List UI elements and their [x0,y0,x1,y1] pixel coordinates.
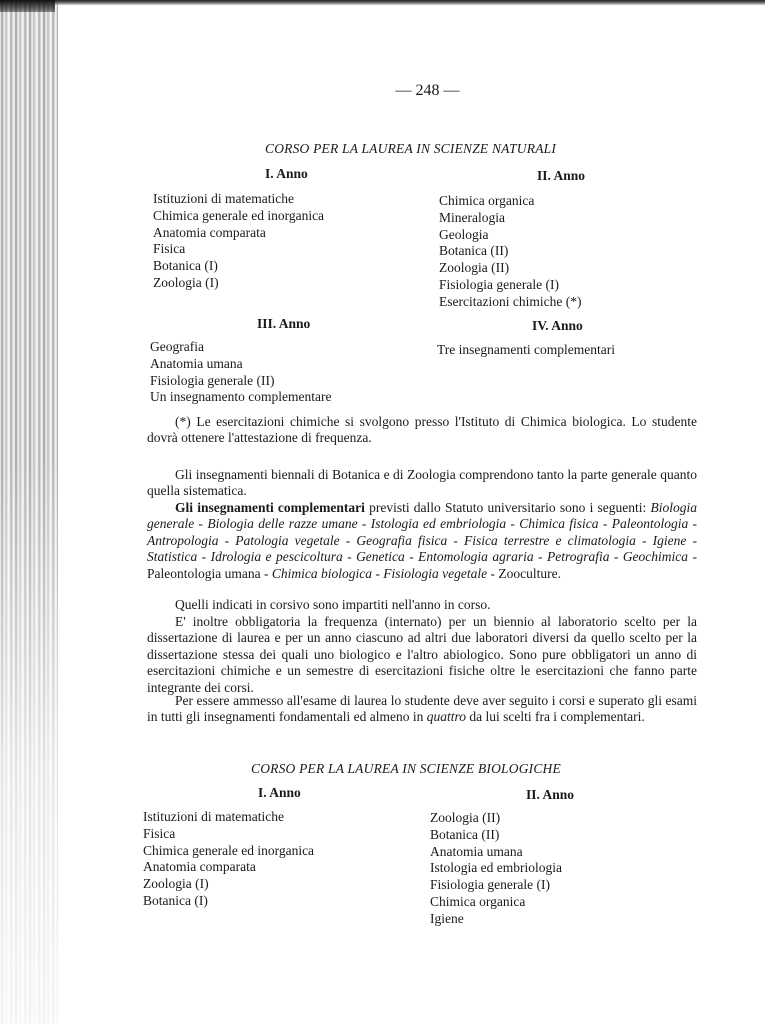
complementary-course: Fisiologia vegetale [383,565,488,581]
complementary-course: Statistica [147,549,198,565]
complementary-course: Igiene [652,532,687,548]
complementary-course: Petrografia [546,549,610,565]
course-item: Geologia [439,226,489,242]
complementary-course: Antropologia [147,532,219,548]
course-item: Fisiologia generale (I) [430,877,550,893]
course-item: Tre insegnamenti complementari [437,342,615,357]
scan-binding-shadow [0,0,58,1024]
complementary-course: Biologia delle razze umane [207,516,358,532]
course-list-year-3 [150,339,331,406]
page-number: — 248 — [395,82,460,99]
course-list-year-1 [153,191,324,292]
course-item: Igiene [430,910,464,926]
complementary-course: Istologia ed embriologia [370,516,507,532]
scan-top-edge [55,0,765,5]
course-item: Chimica generale ed inorganica [153,207,325,223]
course-item: Fisica [153,241,186,257]
year-heading-2: II. Anno [537,168,586,183]
complementary-course: Idrologia e pescicoltura [210,549,343,565]
course-item: Anatomia comparata [153,224,266,240]
course-item: Chimica organica [430,893,526,909]
course-item: Zoologia (I) [143,876,209,892]
year-heading-bio-2: II. Anno [526,787,575,802]
course-list-year-2 [439,193,581,311]
admission-text-2: da lui scelti fra i complementari. [465,709,645,725]
course-item: Botanica (I) [143,892,208,908]
complementary-course: Geochimica [622,549,689,565]
course-item: Botanica (II) [439,243,509,259]
complementary-course: Geografia fisica [356,532,448,548]
course-item: Anatomia umana [150,355,243,371]
course-item: Anatomia comparata [143,859,256,875]
course-item: Chimica organica [439,193,535,208]
course-item: Anatomia umana [430,843,523,859]
paragraph-admission [147,693,697,726]
course-item: Istituzioni di matematiche [153,191,294,206]
bio-course-list-year-2 [430,810,562,928]
year-heading-4: IV. Anno [532,318,583,333]
course-item: Botanica (II) [430,826,500,842]
complementary-course: Chimica fisica [519,516,599,532]
complementary-course: Genetica [356,549,405,565]
year-heading-3: III. Anno [257,316,311,331]
paragraph-obligations: E' inoltre obbligatoria la frequenza (internato) per un biennio al laboratorio scelto per la dissertazione di laurea e per un anno ciascuno ad altri due laboratori diversi da quello scelto per la dissertazione stessa dei quali uno biologico e l'altro abiologico. Sono pure obbligatori un anno di esercitazioni chimiche e un semestre di esercitazioni fisiche oltre le esercitazioni che fanno parte integrante dei corsi. [147,614,697,695]
complementary-course-list: Biologia generale - Biologia delle razze umane - Istologia ed embriologia - Chimica fisica - Paleontologia - Antropologia - Patologia vegetale - Geografia fisica - Fisica terrestre e climatologia - Igiene - Statistica - Idrologia e pescicoltura - Genetica - Entomologia agraria - Petrografia - Geochimica - Paleontologia umana - Chimica biologica - Fisiologia vegetale - Zooculture. [147,500,698,581]
year-heading-bio-1: I. Anno [258,785,301,800]
course-item: Geografia [150,339,204,354]
admission-italic: quattro [426,709,466,725]
course-item: Zoologia (II) [439,260,510,276]
complementary-course: Zooculture. [498,565,561,581]
course-item: Zoologia (I) [153,274,219,290]
complementary-intro-rest: previsti dallo Statuto universitario sono i seguenti: [364,500,647,515]
paragraph-italic-note: Quelli indicati in corsivo sono impartiti nell'anno in corso. [175,597,491,612]
paragraph-complementary [147,500,697,582]
complementary-course: Entomologia agraria [418,549,534,565]
course-item: Botanica (I) [153,258,218,274]
admission-text-1: Per essere ammesso all'esame di laurea lo studente deve aver seguito i corsi e superato gli esami in tutti gli insegnamenti fondamentali ed almeno in [147,693,697,725]
course-list-year-4 [437,342,615,359]
course-item: Esercitazioni chimiche (*) [439,293,582,309]
complementary-intro-bold: Gli insegnamenti complementari [175,500,365,515]
course-item: Un insegnamento complementare [150,389,332,405]
scan-corner-shadow [0,0,55,12]
bio-course-list-year-1 [143,809,314,910]
course-item: Chimica generale ed inorganica [143,842,315,858]
footnote-esercitazioni: (*) Le esercitazioni chimiche si svolgono presso l'Istituto di Chimica biologica. Lo studente dovrà ottenere l'attestazione di frequenza. [147,414,697,446]
complementary-course: Fisica terrestre e climatologia [464,532,636,548]
section-title-scienze-biologiche: CORSO PER LA LAUREA IN SCIENZE BIOLOGICHE [251,761,561,776]
course-item: Mineralogia [439,209,505,225]
complementary-course: Biologia generale [147,500,698,532]
complementary-course: Paleontologia [611,516,689,532]
complementary-course: Patologia vegetale [235,532,340,548]
year-heading-1: I. Anno [265,166,308,181]
course-item: Fisica [143,825,176,841]
course-item: Fisiologia generale (II) [150,372,275,388]
course-item: Istituzioni di matematiche [143,809,284,824]
complementary-course: Chimica biologica [271,565,372,581]
paragraph-biennial: Gli insegnamenti biennali di Botanica e di Zoologia comprendono tanto la parte generale quanto quella sistematica. [147,467,697,499]
course-item: Istologia ed embriologia [430,860,562,876]
section-title-scienze-naturali: CORSO PER LA LAUREA IN SCIENZE NATURALI [265,141,557,156]
course-item: Fisiologia generale (I) [439,276,559,292]
complementary-course: Paleontologia umana [147,565,261,581]
course-item: Zoologia (II) [430,810,501,825]
